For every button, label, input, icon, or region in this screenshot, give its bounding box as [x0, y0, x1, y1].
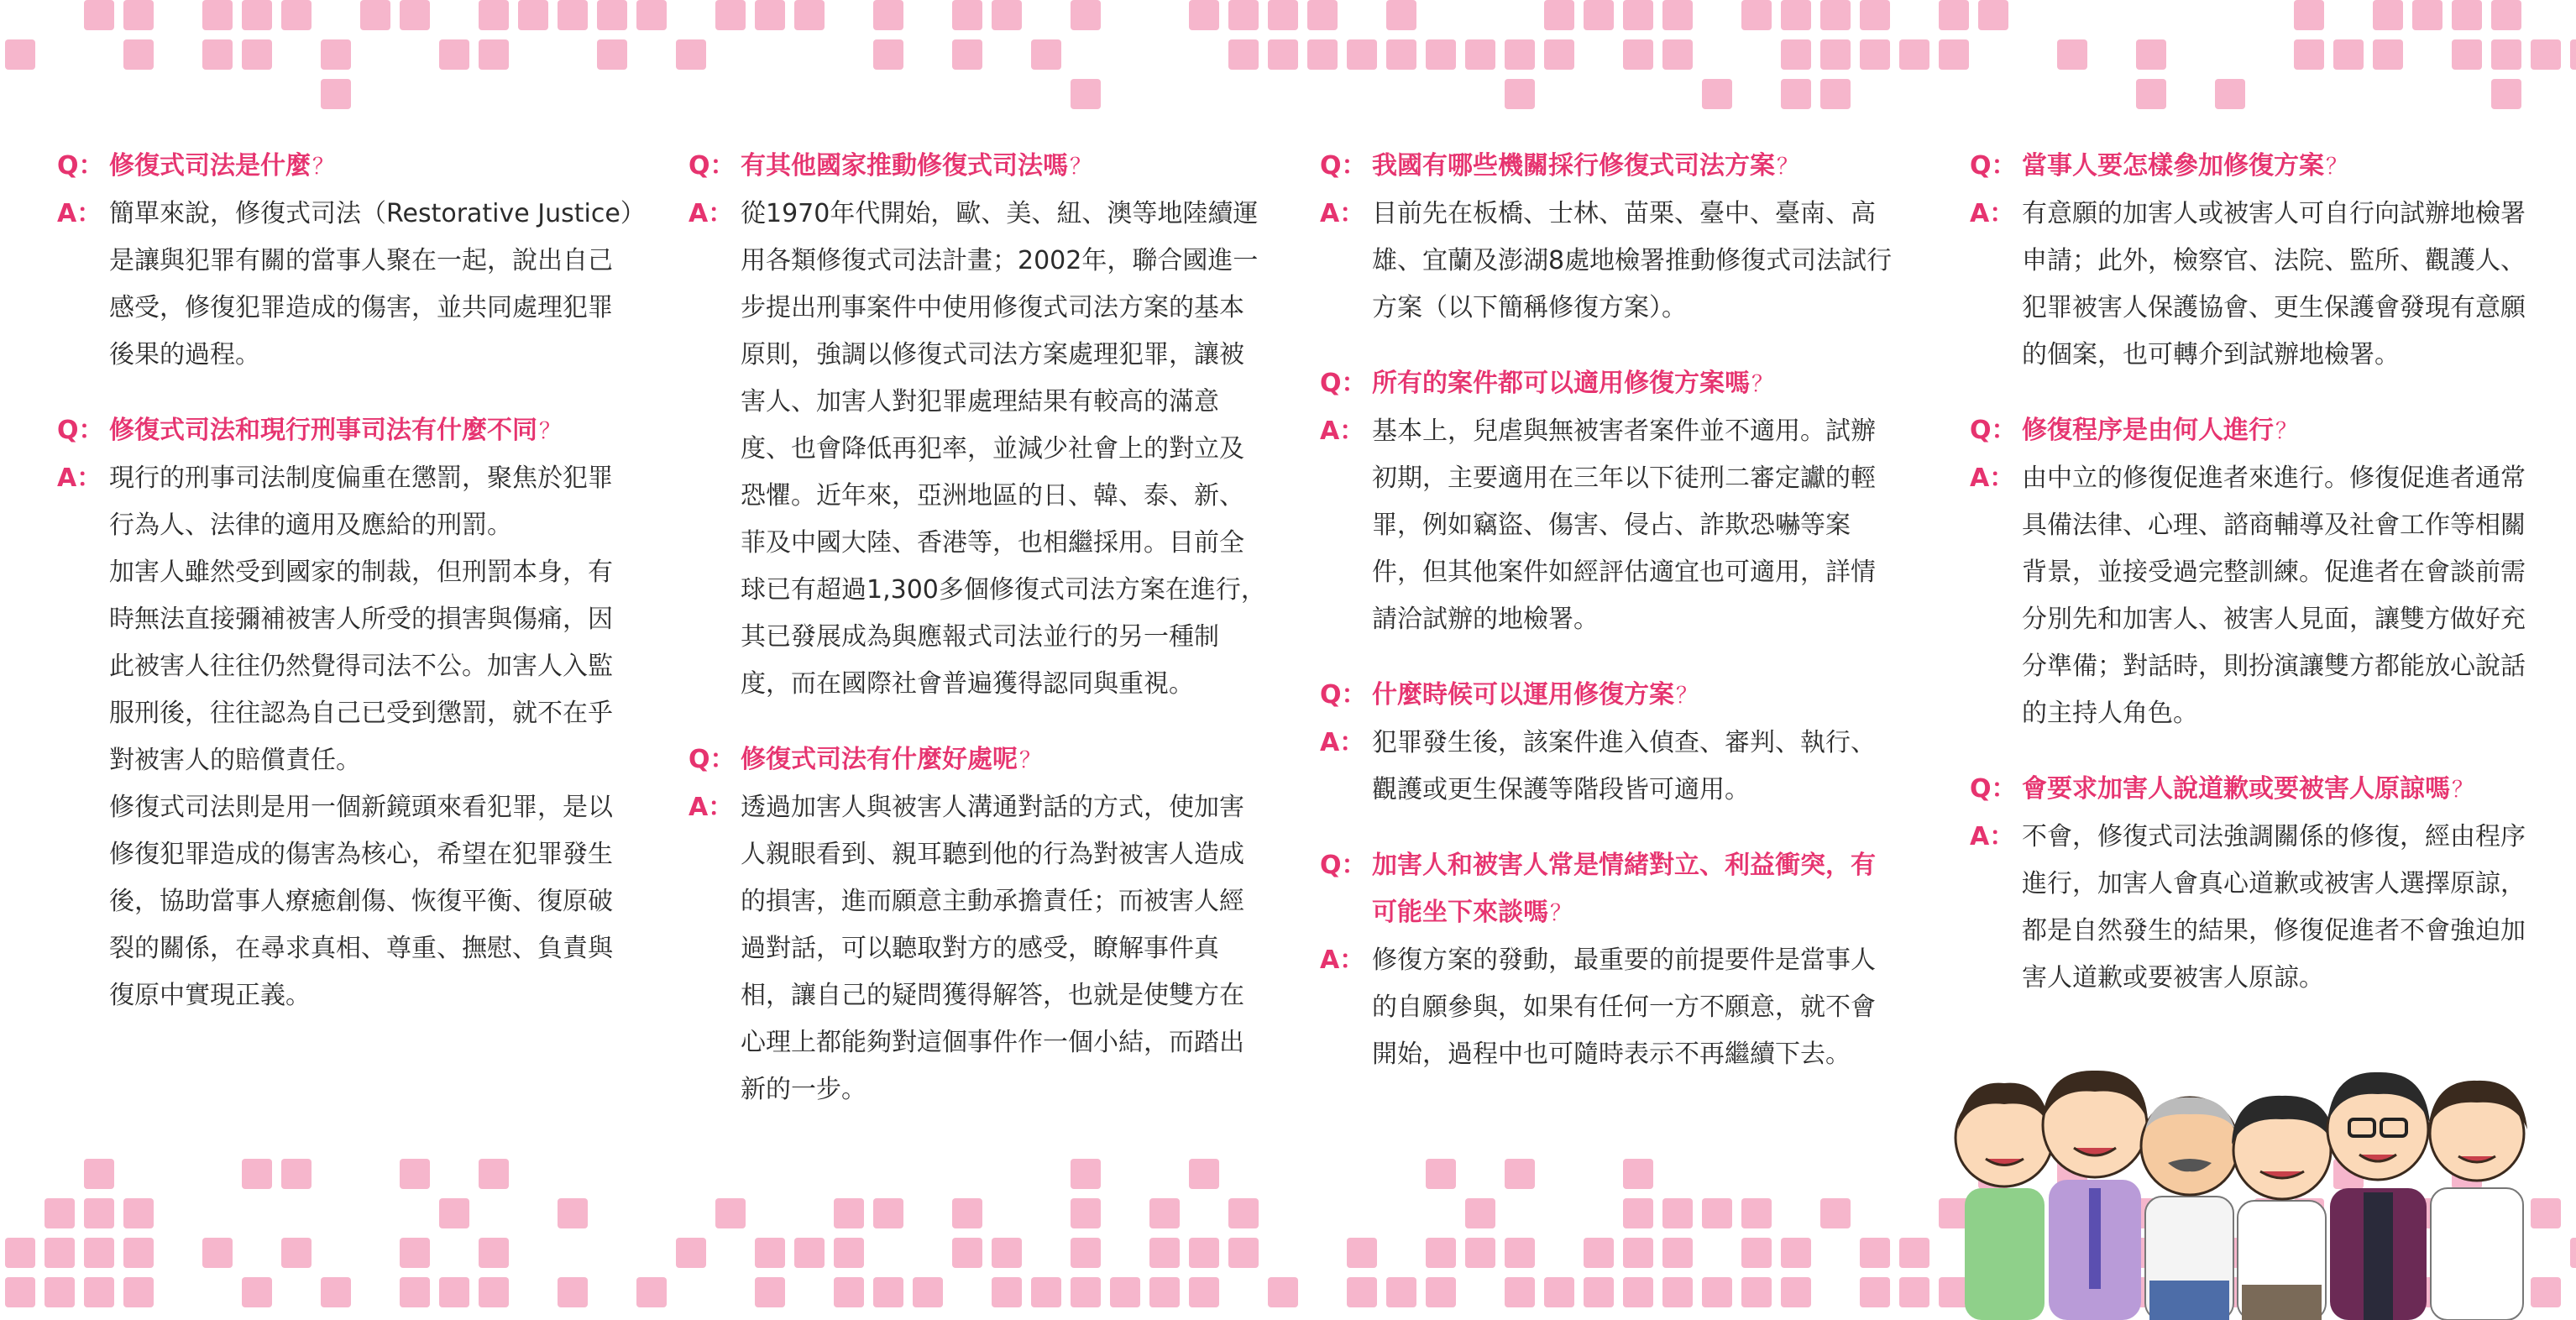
pattern-tile — [755, 1238, 785, 1268]
pattern-tile — [2373, 39, 2403, 70]
question-text: 加害人和被害人常是情緒對立、利益衝突，有可能坐下來談嗎 ？ — [1372, 842, 1899, 937]
pattern-tile — [1465, 1198, 1495, 1228]
pattern-tile — [1031, 39, 1061, 70]
pattern-tile — [1781, 0, 1811, 30]
pattern-tile — [2452, 0, 2482, 30]
pattern-tile — [834, 1238, 864, 1268]
question-text: 我國有哪些機關採行修復式司法方案 ？ — [1372, 143, 1899, 191]
question — [689, 143, 1268, 191]
pattern-tile — [1662, 1198, 1693, 1228]
pattern-tile — [400, 1238, 430, 1268]
pattern-tile — [479, 0, 509, 30]
pattern-tile — [1071, 79, 1101, 109]
answer-paragraph: 從1970年代開始，歐、美、紐、澳等地陸續運用各類修復式司法計畫；2002年，聯合國進一步提出刑事案件中使用修復式司法方案的基本原則，強調以修復式司法方案處理犯罪，讓被害人、加害人對犯罪處理結果有較高的滿意度、也會降低再犯率，並減少社會上的對立及恐懼。近年來，亞洲地區的日、韓、泰、新、菲及中國大陸、香港等，也相繼採用。目前全球已有超過1,300多個修復式司法方案在進行，其已發展成為與應報式司法並行的另一種制度，而在國際社會普遍獲得認同與重視。 — [741, 199, 1266, 699]
pattern-tile — [992, 0, 1022, 30]
pattern-tile — [952, 1238, 982, 1268]
pattern-tile — [1228, 1198, 1259, 1228]
pattern-tile — [1623, 1159, 1653, 1189]
pattern-tile — [1781, 1277, 1811, 1307]
person-4 — [2232, 1096, 2334, 1320]
pattern-tile — [2294, 0, 2324, 30]
pattern-tile — [1662, 0, 1693, 30]
question-text: 修復程序是由何人進行 ？ — [2022, 407, 2549, 455]
answer — [1320, 191, 1899, 332]
pattern-tile — [2373, 0, 2403, 30]
pattern-tile — [1544, 39, 1574, 70]
pattern-tile — [1820, 39, 1851, 70]
pattern-tile — [84, 0, 114, 30]
pattern-tile — [360, 0, 390, 30]
pattern-tile — [1268, 0, 1298, 30]
qa-item — [57, 407, 636, 1019]
pattern-tile — [1544, 1277, 1574, 1307]
pattern-tile — [1465, 39, 1495, 70]
question-marker: Q： — [1320, 151, 1367, 181]
pattern-tile — [479, 39, 509, 70]
answer — [1320, 937, 1899, 1078]
pattern-tile — [1584, 0, 1614, 30]
pattern-tile — [45, 1198, 75, 1228]
column-1 — [57, 143, 636, 1048]
pattern-tile — [400, 0, 430, 30]
pattern-tile — [834, 1277, 864, 1307]
pattern-tile — [1662, 1277, 1693, 1307]
pattern-tile — [1623, 1238, 1653, 1268]
pattern-tile — [2294, 39, 2324, 70]
column-3 — [1320, 143, 1899, 1107]
pattern-tile — [636, 0, 667, 30]
pattern-tile — [1781, 39, 1811, 70]
pattern-tile — [1820, 1198, 1851, 1228]
qa-item — [689, 736, 1268, 1113]
question-marker: Q： — [1320, 851, 1367, 880]
person-6 — [2428, 1081, 2527, 1320]
pattern-tile — [1149, 1198, 1180, 1228]
pattern-tile — [1860, 1238, 1890, 1268]
qa-item — [1970, 766, 2549, 1002]
pattern-tile — [242, 1159, 272, 1189]
pattern-tile — [321, 79, 351, 109]
answer-body — [1372, 720, 1899, 814]
pattern-tile — [518, 0, 548, 30]
pattern-tile — [558, 1277, 588, 1307]
answer-paragraph: 透過加害人與被害人溝通對話的方式，使加害人親眼看到、親耳聽到他的行為對被害人造成的損害，進而願意主動承擔責任；而被害人經過對話，可以聽取對方的感受，瞭解事件真相，讓自己的疑問獲得解答，也就是使雙方在心理上都能夠對這個事件作一個小結，而踏出新的一步。 — [741, 793, 1244, 1104]
pattern-tile — [84, 1159, 114, 1189]
pattern-tile — [1741, 1277, 1772, 1307]
answer-body — [1372, 937, 1899, 1078]
pattern-tile — [1584, 1238, 1614, 1268]
pattern-tile — [123, 1238, 154, 1268]
pattern-tile — [1228, 39, 1259, 70]
pattern-tile — [1228, 1238, 1259, 1268]
pattern-tile — [794, 1238, 825, 1268]
pattern-tile — [202, 0, 233, 30]
question-marker: Q： — [1970, 774, 2017, 804]
pattern-tile — [2136, 79, 2166, 109]
answer — [1970, 455, 2549, 737]
pattern-tile — [2531, 39, 2561, 70]
pattern-tile — [242, 39, 272, 70]
answer-paragraph: 修復方案的發動，最重要的前提要件是當事人的自願參與，如果有任何一方不願意，就不會開始，過程中也可隨時表示不再繼續下去。 — [1372, 945, 1876, 1069]
pattern-tile — [1820, 79, 1851, 109]
pattern-tile — [2333, 39, 2364, 70]
column-4 — [1970, 143, 2549, 1030]
pattern-tile — [1347, 1238, 1377, 1268]
pattern-tile — [597, 0, 627, 30]
pattern-tile — [321, 39, 351, 70]
answer-body — [741, 191, 1268, 708]
pattern-tile — [5, 1238, 35, 1268]
pattern-tile — [1505, 1277, 1535, 1307]
question — [689, 736, 1268, 784]
pattern-tile — [755, 1277, 785, 1307]
qa-item — [1320, 842, 1899, 1078]
question-text: 會要求加害人說道歉或要被害人原諒嗎 ？ — [2022, 766, 2549, 814]
answer-body — [741, 784, 1268, 1113]
pattern-tile — [1860, 0, 1890, 30]
qa-item — [1970, 143, 2549, 379]
pattern-tile — [84, 1277, 114, 1307]
pattern-tile — [1939, 0, 1969, 30]
pattern-tile — [1268, 1277, 1298, 1307]
pattern-tile — [439, 1277, 469, 1307]
question — [1320, 842, 1899, 937]
pattern-tile — [1781, 1238, 1811, 1268]
pattern-tile — [1071, 1238, 1101, 1268]
pattern-tile — [558, 0, 588, 30]
question-text: 所有的案件都可以適用修復方案嗎 ？ — [1372, 360, 1899, 408]
pattern-tile — [45, 1238, 75, 1268]
pattern-tile — [676, 39, 706, 70]
pattern-tile — [281, 0, 312, 30]
pattern-tile — [1662, 39, 1693, 70]
pattern-tile — [1505, 1159, 1535, 1189]
question — [57, 407, 636, 455]
pattern-tile — [1820, 0, 1851, 30]
pattern-tile — [5, 39, 35, 70]
pattern-tile — [1623, 1198, 1653, 1228]
answer-paragraph: 由中立的修復促進者來進行。修復促進者通常具備法律、心理、諮商輔導及社會工作等相關背景，並接受過完整訓練。促進者在會談前需分別先和加害人、被害人見面，讓雙方做好充分準備；對話時，則扮演讓雙方都能放心說話的主持人角色。 — [2022, 464, 2526, 728]
answer-marker: A： — [57, 464, 102, 493]
pattern-tile — [84, 1198, 114, 1228]
pattern-tile — [1189, 0, 1219, 30]
question — [1970, 407, 2549, 455]
answer — [689, 784, 1268, 1113]
pattern-tile — [1741, 1238, 1772, 1268]
answer-marker: A： — [1970, 199, 2015, 228]
person-3 — [2141, 1097, 2238, 1320]
pattern-tile — [1071, 0, 1101, 30]
question — [1320, 672, 1899, 720]
pattern-tile — [1781, 79, 1811, 109]
question-text: 當事人要怎樣參加修復方案 ？ — [2022, 143, 2549, 191]
answer-paragraph: 簡單來說，修復式司法（Restorative Justice）是讓與犯罪有關的當事人聚在一起，說出自己感受，修復犯罪造成的傷害，並共同處理犯罪後果的過程。 — [109, 199, 633, 369]
pattern-tile — [1662, 1238, 1693, 1268]
question-text: 有其他國家推動修復式司法嗎 ？ — [741, 143, 1268, 191]
question-marker: Q： — [57, 416, 104, 445]
answer-body — [2022, 191, 2549, 379]
pattern-tile — [1702, 1277, 1732, 1307]
column-2 — [689, 143, 1268, 1142]
pattern-tile — [873, 0, 903, 30]
pattern-tile — [597, 39, 627, 70]
pattern-tile — [1623, 0, 1653, 30]
pattern-tile — [281, 1159, 312, 1189]
pattern-tile — [479, 1238, 509, 1268]
pattern-tile — [1347, 39, 1377, 70]
answer-paragraph: 有意願的加害人或被害人可自行向試辦地檢署申請；此外，檢察官、法院、監所、觀護人、犯罪被害人保護協會、更生保護會發現有意願的個案，也可轉介到試辦地檢署。 — [2022, 199, 2526, 369]
answer-marker: A： — [1320, 199, 1365, 228]
question-marker: Q： — [57, 151, 104, 181]
question-marker: Q： — [689, 151, 736, 181]
pattern-tile — [1702, 1198, 1732, 1228]
pattern-tile — [281, 1238, 312, 1268]
pattern-tile — [1426, 1277, 1456, 1307]
answer-body — [1372, 191, 1899, 332]
pattern-tile — [1189, 1238, 1219, 1268]
pattern-tile — [1899, 1238, 1929, 1268]
pattern-tile — [873, 1198, 903, 1228]
pattern-tile — [84, 1238, 114, 1268]
answer — [689, 191, 1268, 708]
pattern-tile — [1149, 1238, 1180, 1268]
pattern-tile — [1465, 1238, 1495, 1268]
pattern-tile — [952, 0, 982, 30]
pattern-tile — [992, 1238, 1022, 1268]
pattern-tile — [123, 1198, 154, 1228]
question-text: 修復式司法有什麼好處呢 ？ — [741, 736, 1268, 784]
pattern-tile — [1544, 0, 1574, 30]
pattern-tile — [1978, 0, 2008, 30]
pattern-tile — [123, 1277, 154, 1307]
pattern-tile — [1307, 39, 1338, 70]
answer-body — [109, 191, 636, 379]
person-5 — [2327, 1072, 2430, 1320]
pattern-tile — [2057, 39, 2087, 70]
pattern-tile — [439, 1198, 469, 1228]
qa-item — [1320, 360, 1899, 643]
qa-item — [57, 143, 636, 379]
answer — [1970, 191, 2549, 379]
pattern-tile — [202, 1238, 233, 1268]
pattern-tile — [1860, 1277, 1890, 1307]
question — [57, 143, 636, 191]
answer-marker: A： — [1320, 945, 1365, 975]
pattern-tile — [1386, 1277, 1416, 1307]
pattern-tile — [202, 39, 233, 70]
answer-body — [2022, 814, 2549, 1002]
pattern-tile — [1268, 39, 1298, 70]
answer-marker: A： — [1320, 728, 1365, 757]
pattern-tile — [1899, 39, 1929, 70]
pattern-tile — [636, 1277, 667, 1307]
pattern-tile — [1071, 1159, 1101, 1189]
answer-paragraph: 加害人雖然受到國家的制裁，但刑罰本身，有時無法直接彌補被害人所受的損害與傷痛，因此被害人往往仍然覺得司法不公。加害人入監服刑後，往往認為自己已受到懲罰，就不在乎對被害人的賠償責任。 — [109, 558, 613, 775]
pattern-tile — [1702, 79, 1732, 109]
qa-item — [1320, 143, 1899, 332]
pattern-tile — [1426, 39, 1456, 70]
answer — [1320, 720, 1899, 814]
pattern-tile — [2491, 0, 2521, 30]
question-marker: Q： — [689, 745, 736, 774]
pattern-tile — [1071, 1198, 1101, 1228]
pattern-tile — [1386, 0, 1416, 30]
question-marker: Q： — [1320, 680, 1367, 710]
answer-paragraph: 不會，修復式司法強調關係的修復，經由程序進行，加害人會真心道歉或被害人選擇原諒，都是自然發生的結果，修復促進者不會強迫加害人道歉或要被害人原諒。 — [2022, 822, 2526, 993]
pattern-tile — [794, 0, 825, 30]
pattern-tile — [1741, 1198, 1772, 1228]
pattern-tile — [1860, 39, 1890, 70]
qa-item — [1970, 407, 2549, 737]
top-tile-pattern — [0, 0, 2576, 97]
cartoon-people-illustration — [1948, 1045, 2552, 1320]
pattern-tile — [2215, 79, 2245, 109]
answer-marker: A： — [1970, 822, 2015, 851]
pattern-tile — [1505, 79, 1535, 109]
pattern-tile — [1741, 0, 1772, 30]
question-text: 什麼時候可以運用修復方案 ？ — [1372, 672, 1899, 720]
answer — [1320, 408, 1899, 643]
pattern-tile — [1426, 1159, 1456, 1189]
pattern-tile — [1623, 39, 1653, 70]
pattern-tile — [2136, 39, 2166, 70]
qa-item — [689, 143, 1268, 708]
pattern-tile — [1189, 1277, 1219, 1307]
answer-marker: A： — [57, 199, 102, 228]
pattern-tile — [1031, 1277, 1061, 1307]
question-marker: Q： — [1320, 369, 1367, 398]
pattern-tile — [992, 1277, 1022, 1307]
pattern-tile — [1386, 39, 1416, 70]
answer-body — [2022, 455, 2549, 737]
pattern-tile — [242, 1277, 272, 1307]
pattern-tile — [558, 1198, 588, 1228]
pattern-tile — [676, 1238, 706, 1268]
pattern-tile — [873, 39, 903, 70]
pattern-tile — [479, 1277, 509, 1307]
answer-paragraph: 犯罪發生後，該案件進入偵查、審判、執行、觀護或更生保護等階段皆可適用。 — [1372, 728, 1876, 804]
pattern-tile — [1307, 0, 1338, 30]
pattern-tile — [1228, 0, 1259, 30]
question-marker: Q： — [1970, 151, 2017, 181]
pattern-tile — [2412, 0, 2442, 30]
pattern-tile — [1505, 1238, 1535, 1268]
pattern-tile — [242, 0, 272, 30]
answer-body — [109, 455, 636, 1019]
answer-paragraph: 基本上，兒虐與無被害者案件並不適用。試辦初期，主要適用在三年以下徒刑二審定讞的輕罪，例如竊盜、傷害、侵占、詐欺恐嚇等案件，但其他案件如經評估適宜也可適用，詳情請洽試辦的地檢署。 — [1372, 416, 1876, 634]
answer — [57, 455, 636, 1019]
pattern-tile — [400, 1277, 430, 1307]
pattern-tile — [400, 1159, 430, 1189]
person-1 — [1956, 1083, 2053, 1320]
pattern-tile — [913, 1277, 943, 1307]
pattern-tile — [2491, 39, 2521, 70]
pattern-tile — [2491, 79, 2521, 109]
question-text: 修復式司法是什麼 ？ — [109, 143, 636, 191]
pattern-tile — [123, 0, 154, 30]
pattern-tile — [1149, 1277, 1180, 1307]
question — [1320, 360, 1899, 408]
pattern-tile — [2452, 39, 2482, 70]
pattern-tile — [1347, 1277, 1377, 1307]
pattern-tile — [479, 1159, 509, 1189]
question-marker: Q： — [1970, 416, 2017, 445]
question-text: 修復式司法和現行刑事司法有什麼不同 ？ — [109, 407, 636, 455]
pattern-tile — [1110, 1277, 1140, 1307]
person-2 — [2042, 1071, 2148, 1320]
pattern-tile — [715, 1198, 746, 1228]
pattern-tile — [715, 0, 746, 30]
pattern-tile — [439, 39, 469, 70]
pattern-tile — [5, 1277, 35, 1307]
pattern-tile — [2570, 1238, 2576, 1268]
pattern-tile — [45, 1277, 75, 1307]
pattern-tile — [834, 1198, 864, 1228]
answer-marker: A： — [689, 199, 734, 228]
answer-paragraph: 目前先在板橋、士林、苗栗、臺中、臺南、高雄、宜蘭及澎湖8處地檢署推動修復式司法試行方案（以下簡稱修復方案）。 — [1372, 199, 1893, 322]
pattern-tile — [755, 0, 785, 30]
pattern-tile — [952, 1198, 982, 1228]
pattern-tile — [1939, 39, 1969, 70]
question — [1970, 766, 2549, 814]
answer-body — [1372, 408, 1899, 643]
answer-paragraph: 現行的刑事司法制度偏重在懲罰，聚焦於犯罪行為人、法律的適用及應給的刑罰。 — [109, 464, 613, 540]
answer — [1970, 814, 2549, 1002]
pattern-tile — [952, 39, 982, 70]
pattern-tile — [2570, 39, 2576, 70]
pattern-tile — [1426, 1238, 1456, 1268]
pattern-tile — [873, 1277, 903, 1307]
pattern-tile — [321, 1277, 351, 1307]
qa-item — [1320, 672, 1899, 814]
pattern-tile — [1623, 1277, 1653, 1307]
answer-marker: A： — [689, 793, 734, 822]
pattern-tile — [1071, 1277, 1101, 1307]
answer-marker: A： — [1320, 416, 1365, 446]
pattern-tile — [1899, 1277, 1929, 1307]
pattern-tile — [123, 39, 154, 70]
answer-marker: A： — [1970, 464, 2015, 493]
question — [1970, 143, 2549, 191]
question — [1320, 143, 1899, 191]
answer — [57, 191, 636, 379]
pattern-tile — [1505, 39, 1535, 70]
pattern-tile — [1189, 1159, 1219, 1189]
pattern-tile — [1584, 1277, 1614, 1307]
answer-paragraph: 修復式司法則是用一個新鏡頭來看犯罪，是以修復犯罪造成的傷害為核心，希望在犯罪發生後，協助當事人療癒創傷、恢復平衡、復原破裂的關係，在尋求真相、尊重、撫慰、負責與復原中實現正義。 — [109, 793, 613, 1010]
